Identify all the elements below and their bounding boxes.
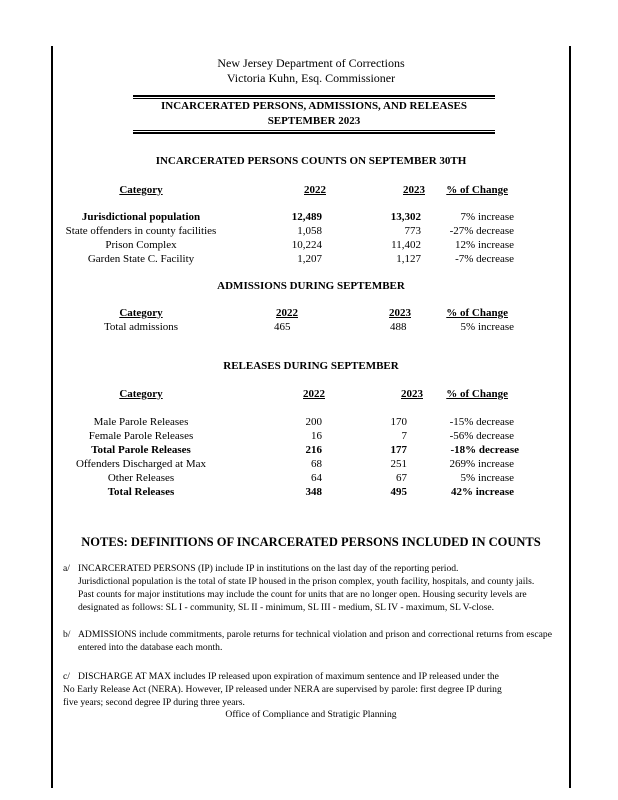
note-line: designated as follows: SL I - community, SL II - minimum, SL III - medium, SL IV - maximum, SL V-close. (78, 602, 495, 613)
notes-title: NOTES: DEFINITIONS OF INCARCERATED PERSONS INCLUDED IN COUNTS (81, 535, 541, 549)
counts-header-2023: 2023 (403, 184, 425, 196)
releases-row-change: 42% increase (450, 486, 514, 498)
releases-row-2023: 170 (390, 416, 407, 428)
counts-row-2022: 1,058 (297, 225, 322, 237)
counts-row-2022: 10,224 (291, 239, 322, 251)
counts-row-change: -27% decrease (449, 225, 514, 237)
title-rule-top-thin (133, 98, 495, 99)
note-line: entered into the database each month. (78, 642, 223, 653)
note-line: INCARCERATED PERSONS (IP) include IP in institutions on the last day of the reporting period. (78, 563, 459, 574)
counts-row-2023: 13,302 (390, 211, 421, 223)
title-rule-bottom-thin (133, 130, 495, 131)
commissioner-name: Victoria Kuhn, Esq. Commissioner (226, 71, 396, 85)
admissions-header-change: % of Change (446, 307, 508, 319)
releases-header-change: % of Change (446, 388, 508, 400)
footer-office: Office of Compliance and Stratigic Planning (225, 709, 397, 720)
releases-row-2023: 177 (390, 444, 407, 456)
releases-row-category: Offenders Discharged at Max (75, 458, 207, 470)
counts-row-2023: 11,402 (391, 239, 421, 251)
counts-row-change: 12% increase (455, 239, 514, 251)
title-rule-top (133, 95, 495, 97)
note-label: c/ (63, 671, 70, 682)
admissions-header-2023: 2023 (389, 307, 411, 319)
counts-row-2022: 1,207 (297, 253, 322, 265)
releases-row-2022: 16 (311, 430, 322, 442)
releases-row-2022: 64 (311, 472, 322, 484)
counts-row-change: -7% decrease (455, 253, 514, 265)
releases-row-2022: 200 (305, 416, 322, 428)
report-title: INCARCERATED PERSONS, ADMISSIONS, AND RELEASES (160, 100, 468, 112)
releases-row-2023: 7 (401, 430, 407, 442)
page-frame-right (569, 46, 571, 788)
counts-row-category: Jurisdictional population (81, 211, 201, 223)
releases-header-2023: 2023 (401, 388, 423, 400)
note-line: ADMISSIONS include commitments, parole returns for technical violation and prison and correctional returns from escape (78, 629, 552, 640)
releases-section-title: RELEASES DURING SEPTEMBER (223, 360, 399, 372)
counts-header-category: Category (119, 184, 163, 196)
title-rule-bottom (133, 132, 495, 134)
admissions-row-category: Total admissions (103, 321, 179, 333)
releases-row-category: Total Releases (107, 486, 175, 498)
counts-section-title: INCARCERATED PERSONS COUNTS ON SEPTEMBER 30TH (155, 155, 467, 167)
counts-row-category: Prison Complex (105, 239, 177, 251)
admissions-header-category: Category (119, 307, 163, 319)
counts-row-2022: 12,489 (291, 211, 322, 223)
admissions-header-2022: 2022 (276, 307, 298, 319)
releases-row-category: Female Parole Releases (88, 430, 194, 442)
releases-row-category: Other Releases (107, 472, 175, 484)
note-line: Jurisdictional population is the total of state IP housed in the prison complex, youth facility, hospitals, and county jails. (78, 576, 535, 587)
note-line: Past counts for major institutions may include the count for units that are no longer open. Housing security levels are (78, 589, 527, 600)
releases-row-change: -56% decrease (449, 430, 514, 442)
admissions-row-2022: 465 (274, 321, 291, 333)
report-period: SEPTEMBER 2023 (267, 115, 361, 127)
releases-row-2023: 251 (390, 458, 407, 470)
admissions-row-change: 5% increase (460, 321, 514, 333)
releases-header-category: Category (119, 388, 163, 400)
note-label: a/ (63, 563, 70, 574)
agency-name: New Jersey Department of Corrections (217, 56, 405, 70)
releases-row-change: -15% decrease (449, 416, 514, 428)
counts-row-category: Garden State C. Facility (87, 253, 195, 265)
releases-row-category: Male Parole Releases (93, 416, 189, 428)
counts-row-2023: 1,127 (396, 253, 421, 265)
note-line: five years; second degree IP during three years. (63, 697, 245, 708)
releases-row-2022: 216 (305, 444, 322, 456)
note-line: No Early Release Act (NERA). However, IP released under NERA are supervised by parole: first degree IP during (63, 684, 502, 695)
releases-row-change: 269% increase (449, 458, 514, 470)
admissions-section-title: ADMISSIONS DURING SEPTEMBER (217, 280, 405, 292)
releases-row-2023: 495 (390, 486, 407, 498)
note-label: b/ (63, 629, 71, 640)
counts-row-2023: 773 (404, 225, 421, 237)
releases-row-2022: 68 (311, 458, 322, 470)
releases-row-2023: 67 (396, 472, 407, 484)
counts-row-category: State offenders in county facilities (65, 225, 217, 237)
releases-row-category: Total Parole Releases (91, 444, 191, 456)
admissions-row-2023: 488 (390, 321, 407, 333)
counts-header-2022: 2022 (304, 184, 326, 196)
releases-header-2022: 2022 (303, 388, 325, 400)
counts-row-change: 7% increase (460, 211, 514, 223)
note-line: DISCHARGE AT MAX includes IP released upon expiration of maximum sentence and IP released under the (78, 671, 499, 682)
counts-header-change: % of Change (446, 184, 508, 196)
releases-row-change: -18% decrease (450, 444, 519, 456)
releases-row-2022: 348 (305, 486, 322, 498)
releases-row-change: 5% increase (460, 472, 514, 484)
